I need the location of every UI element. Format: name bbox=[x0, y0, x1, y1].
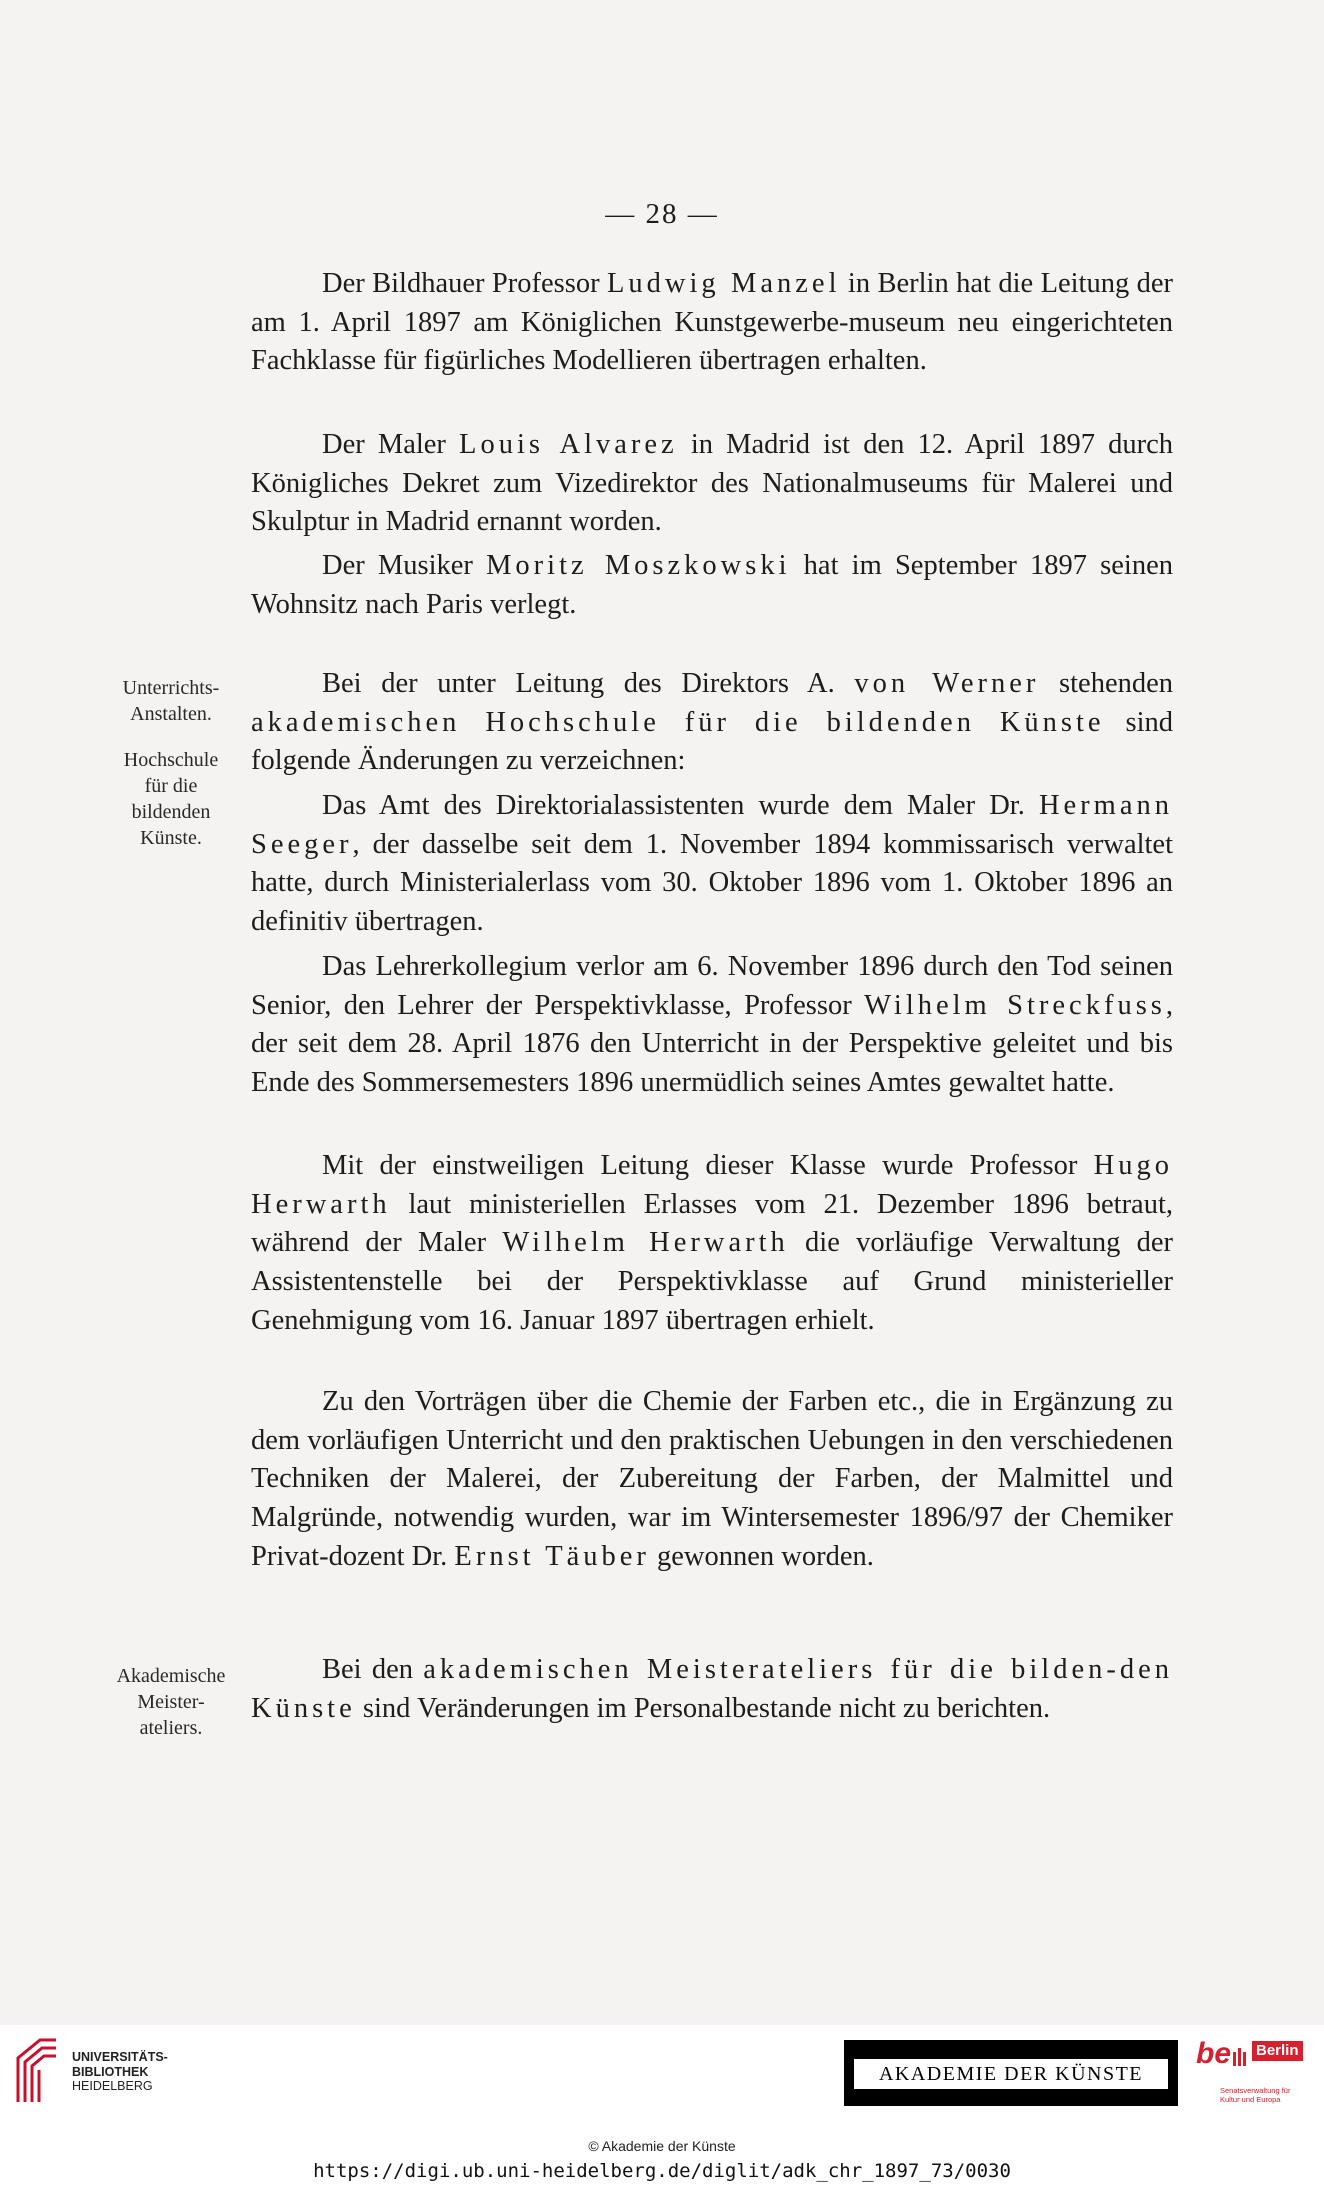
ub-heidelberg-mark-icon bbox=[14, 2036, 58, 2106]
text-run: , der dasselbe seit dem 1. November 1894 kommissarisch verwaltet hatte, durch Ministerialerlass vom 30. Oktober 1896 vom 1. Oktober 1896 an definitiv übertragen. bbox=[251, 828, 1173, 938]
spaced-name-run: von Werner bbox=[854, 668, 1040, 699]
paragraph-herwarth bbox=[251, 1147, 1173, 1341]
text-run: stehenden bbox=[1039, 668, 1173, 699]
page-number: — 28 — bbox=[605, 198, 719, 230]
text-run: , der seit dem 28. April 1876 den Unterricht in der Perspektive geleitet und bis Ende des Sommersemesters 1896 unermüdlich seines Amtes gewaltet hatte. bbox=[251, 989, 1173, 1099]
text-run: die vorläufige Verwaltung der Assistentenstelle bei der Perspektivklasse auf Grund ministerieller Genehmigung vom 16. Januar 1897 übertragen erhielt. bbox=[251, 1227, 1173, 1336]
text-run: in Berlin hat die Leitung der am 1. April 1897 am Königlichen Kunstgewerbe-museum neu eingerichteten Fachklasse für figürliches Modellieren übertragen erhalten. bbox=[251, 268, 1174, 377]
text-run: Bei der unter Leitung des Direktors A. bbox=[322, 668, 855, 699]
ub-line-3: HEIDELBERG bbox=[72, 2079, 153, 2093]
text-run: in Madrid ist den 12. April 1897 durch Königliches Dekret zum Vizedirektor des Nationalmuseums für Malerei und Skulptur in Madrid ernannt worden. bbox=[251, 429, 1173, 538]
text-run: Der Bildhauer Professor bbox=[322, 268, 607, 299]
ub-line-2: BIBLIOTHEK bbox=[72, 2064, 149, 2079]
text-run: Der Maler bbox=[322, 429, 460, 460]
spaced-name-run: Moritz Moszkowski bbox=[486, 550, 791, 581]
text-run: laut ministeriellen Erlasses vom 21. Dezember 1896 betraut, während der Maler bbox=[251, 1188, 1173, 1259]
spaced-name-run: Wilhelm Herwarth bbox=[502, 1227, 789, 1259]
spaced-name-run: Wilhelm Streckfuss bbox=[864, 989, 1166, 1021]
paragraph-seeger bbox=[251, 787, 1173, 942]
spaced-name-run: Hugo Herwarth bbox=[251, 1150, 1173, 1220]
berlin-bars-icon bbox=[1232, 2044, 1250, 2066]
text-run: Das Lehrerkollegium verlor am 6. November 1896 durch den Tod seinen Senior, den Lehrer der Perspektivklasse, Professor bbox=[251, 951, 1173, 1021]
paragraph-hochschule bbox=[251, 665, 1173, 781]
margin-note-unterrichts-anstalten: Unterrichts- Anstalten. bbox=[122, 677, 220, 725]
text-run: Bei den bbox=[322, 1654, 424, 1685]
margin-note-meisterateliers: Akademische Meister- ateliers. bbox=[116, 1665, 226, 1739]
text-run: Mit der einstweiligen Leitung dieser Klasse wurde Professor bbox=[322, 1150, 1094, 1181]
paragraph-manzel bbox=[251, 265, 1173, 381]
spaced-name-run: Hermann Seeger bbox=[251, 790, 1173, 860]
ub-heidelberg-wordmark bbox=[72, 2050, 168, 2094]
spaced-name-run: Louis Alvarez bbox=[459, 429, 678, 460]
text-run: hat im September 1897 seinen Wohnsitz nach Paris verlegt. bbox=[251, 550, 1173, 620]
spaced-name-run: akademischen Meisterateliers für die bilden-den Künste bbox=[251, 1654, 1173, 1724]
paragraph-taeuber bbox=[251, 1383, 1173, 1577]
ub-line-1: UNIVERSITÄTS- bbox=[72, 2050, 168, 2064]
akademie-der-kuenste-label: AKADEMIE DER KÜNSTE bbox=[854, 2059, 1168, 2089]
spaced-name-run: Ernst Täuber bbox=[454, 1540, 650, 1572]
permalink-url[interactable]: https://digi.ub.uni-heidelberg.de/diglit/adk_chr_1897_73/0030 bbox=[313, 2160, 1011, 2182]
text-run: Das Amt des Direktorialassistenten wurde dem Maler Dr. bbox=[322, 790, 1039, 821]
copyright-notice: © Akademie der Künste bbox=[588, 2138, 736, 2154]
berlin-tag: Berlin bbox=[1252, 2041, 1303, 2061]
text-run: sind folgende Änderungen zu verzeichnen: bbox=[251, 706, 1173, 777]
paragraph-moszkowski bbox=[251, 547, 1173, 624]
text-run: Zu den Vorträgen über die Chemie der Farben etc., die in Ergänzung zu dem vorläufigen Unterricht und den praktischen Uebungen in den verschiedenen Techniken der Malerei, der Zubereitung der Farben, der Malmittel und Malgründe, notwendig wurden, war im Wintersemester 1896/97 der Chemiker Privat-dozent Dr. bbox=[251, 1386, 1173, 1572]
text-run: Der Musiker bbox=[322, 550, 487, 581]
berlin-be-wordmark: be bbox=[1196, 2037, 1232, 2070]
paragraph-meisterateliers bbox=[251, 1651, 1173, 1728]
text-run: sind Veränderungen im Personalbestande nicht zu berichten. bbox=[355, 1692, 1051, 1724]
text-run: gewonnen worden. bbox=[649, 1540, 874, 1572]
paragraph-alvarez bbox=[251, 426, 1173, 542]
spaced-name-run: Ludwig Manzel bbox=[606, 268, 841, 299]
ub-heidelberg-logo[interactable] bbox=[14, 2036, 192, 2106]
spaced-name-run: akademischen Hochschule für die bildenden Künste bbox=[251, 706, 1105, 738]
berlin-senate-subtitle: Senatsverwaltung für Kultur und Europa bbox=[1220, 2086, 1291, 2104]
paragraph-streckfuss bbox=[251, 948, 1173, 1103]
berlin-senate-logo[interactable] bbox=[1196, 2038, 1306, 2114]
margin-note-hochschule: Hochschule für die bildenden Künste. bbox=[123, 749, 219, 849]
akademie-der-kuenste-logo[interactable] bbox=[844, 2040, 1178, 2106]
